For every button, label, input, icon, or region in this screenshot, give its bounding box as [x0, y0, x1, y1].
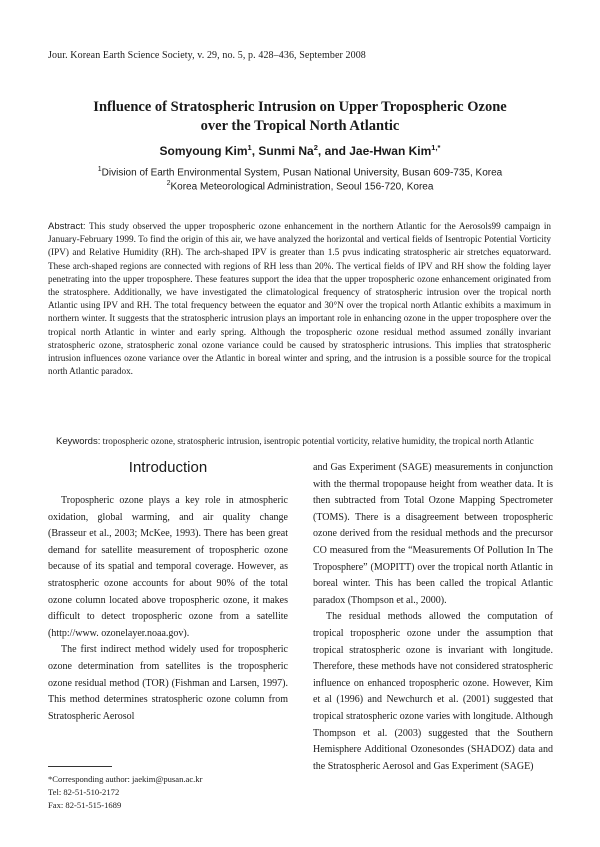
affiliation-mark: 1	[97, 166, 102, 173]
body-paragraph: The residual methods allowed the computation of tropical tropospheric ozone under the assumption that tropical stratospheric ozone is invariant with longitude. Therefore, these methods have not considered stratospheric influence on enhanced tropospheric ozone. However, Kim et al (1996) and Newchurch et al. (2001) suggested that tropical stratospheric ozone varies with longitude. Although Thompson et al. (2003) suggested that the Southern Hemisphere Additional Ozonesondes (SHADOZ) data and the Stratospheric Aerosol and Gas Experiment (SAGE)	[313, 611, 553, 772]
author-2: Sunmi Na	[258, 144, 314, 158]
left-column	[48, 493, 288, 725]
keywords	[56, 435, 551, 448]
author-separator: , and	[317, 144, 350, 158]
right-column	[313, 460, 553, 775]
author-3: Jae-Hwan Kim	[349, 144, 432, 158]
author-separator: ,	[251, 144, 259, 158]
footnote-corresponding-author: *Corresponding author: jaekim@pusan.ac.kr	[48, 774, 203, 784]
section-heading-introduction: Introduction	[128, 459, 208, 476]
author-1-affiliation-mark: 1	[247, 143, 252, 152]
author-3-affiliation-mark: 1,*	[431, 143, 441, 152]
footnote-divider	[48, 766, 112, 767]
author-2-affiliation-mark: 2	[313, 143, 318, 152]
abstract-label: Abstract:	[48, 221, 86, 232]
affiliation-text: Korea Meteorological Administration, Seoul 156-720, Korea	[170, 181, 434, 193]
keywords-label: Keywords:	[56, 436, 101, 447]
body-paragraph: The first indirect method widely used for tropospheric ozone determination from satellites is the tropospheric ozone residual method (TOR) (Fishman and Larsen, 1997). This method determines stratospheric ozone column from Stratospheric Aerosol	[48, 644, 288, 722]
paper-title	[0, 98, 600, 136]
body-paragraph: Tropospheric ozone plays a key role in atmospheric oxidation, global warming, and air quality change (Brasseur et al., 2003; McKee, 1993). There has been great demand for satellite measurement of tropospheric ozone because of its spatial and temporal coverage. However, as stratospheric ozone accounts for about 90% of the total ozone column located above tropospheric ozone, it makes difficult to detect tropospheric ozone from a satellite (http://www. ozonelayer.noaa.gov).	[48, 495, 288, 639]
journal-citation: Jour. Korean Earth Science Society, v. 29, no. 5, p. 428–436, September 2008	[48, 50, 366, 61]
affiliation-2	[0, 180, 600, 192]
footnote-fax: Fax: 82-51-515-1689	[48, 800, 122, 810]
abstract	[48, 220, 551, 378]
affiliation-text: Division of Earth Environmental System, Pusan National University, Busan 609-735, Korea	[101, 167, 503, 179]
author-1: Somyoung Kim	[159, 144, 248, 158]
body-paragraph: and Gas Experiment (SAGE) measurements in conjunction with the thermal tropopause height from weather data. It is then subtracted from Total Ozone Mapping Spectrometer (TOMS). There is a disagreement between tropospheric ozone derived from the residual methods and the precursor CO measured from the “Measurements Of Pollution In The Troposphere” (MOPITT) over the tropical north Atlantic in boreal winter. This has been called the tropical Atlantic paradox (Thompson et al., 2000).	[313, 462, 553, 606]
footnote-telephone: Tel: 82-51-510-2172	[48, 787, 120, 797]
author-list	[0, 143, 600, 158]
title-line-1: Influence of Stratospheric Intrusion on Upper Tropospheric Ozone	[93, 99, 507, 115]
affiliation-1	[0, 166, 600, 178]
title-line-2: over the Tropical North Atlantic	[200, 118, 400, 134]
abstract-text: This study observed the upper tropospheric ozone enhancement in the northern Atlantic for the Aerosols99 campaign in January-February 1999. To find the origin of this air, we have analyzed the horizontal and vertical fields of Isentropic Potential Vorticity (IPV) and Relative Humidity (RH). The arch-shaped IPV is greater than 1.5 pvus indicating stratospheric air stretches equatorward. These arch-shaped regions are connected with regions of RH less than 20%. The vertical fields of IPV and RH show the folding layer penetrating into the upper troposphere. These features support the idea that the upper tropospheric ozone enhancement originated from the stratosphere. Additionally, we have investigated the climatological frequency of stratospheric intrusion over the tropical north Atlantic using IPV and RH. The total frequency between the equator and 30°N over the tropical north Atlantic exhibits a maximum in northern winter. It suggests that the stratospheric intrusion plays an important role in enhancing ozone in the upper troposphere over the tropical north Atlantic in winter and early spring. Although the tropospheric ozone residual method assumed zonálly invariant stratospheric ozone, stratospheric zonal ozone variance could be caused by stratospheric intrusions. This implies that stratospheric intrusion influences ozone variance over the Atlantic in boreal winter and spring, and the intrusion is a possible source for the tropical north Atlantic paradox.	[48, 221, 551, 377]
keywords-text: tropospheric ozone, stratospheric intrusion, isentropic potential vorticity, relative humidity, the tropical north Atlantic	[102, 436, 534, 446]
affiliation-mark: 2	[166, 180, 171, 187]
